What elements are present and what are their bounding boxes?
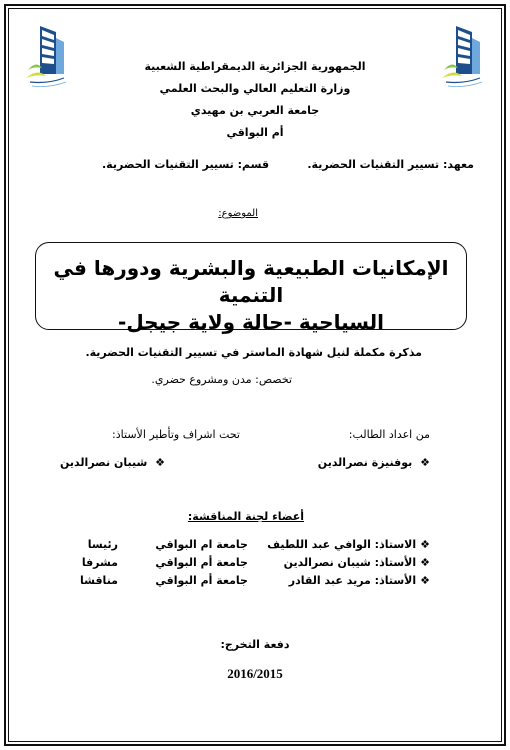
institute-label: معهد: تسيير التقنيات الحضرية. bbox=[307, 158, 474, 171]
prepared-by-label: من اعداد الطالب: bbox=[348, 428, 430, 441]
supervised-by-label: تحت اشراف وتأطير الأستاذ: bbox=[112, 428, 240, 441]
jury-member-name: ❖الأستاذ: مريد عبد القادر bbox=[288, 574, 430, 587]
jury-member-role: مناقشا bbox=[80, 574, 118, 587]
student-entry bbox=[318, 456, 430, 469]
graduation-year: 2016/2015 bbox=[227, 666, 283, 681]
jury-member-university: جامعة أم البواقي bbox=[155, 556, 248, 569]
jury-member-name: ❖الأستاذ: شيبان نصرالدين bbox=[283, 556, 430, 569]
bullet-diamond-icon: ❖ bbox=[420, 456, 430, 469]
jury-member-name: ❖الاستاذ: الوافي عبد اللطيف bbox=[267, 538, 430, 551]
jury-member-university: جامعة أم البواقي bbox=[155, 574, 248, 587]
specialty-text: تخصص: مدن ومشروع حضري. bbox=[151, 373, 292, 386]
header-university: جامعة العربي بن مهيدي bbox=[190, 104, 320, 117]
supervisor-entry bbox=[60, 456, 165, 469]
department-label: قسم: تسيير التقنيات الحضرية. bbox=[102, 158, 270, 171]
supervisor-name: شيبان نصرالدين bbox=[60, 456, 148, 469]
jury-row bbox=[0, 574, 510, 590]
title-line-2: السياحية -حالة ولاية جيجل- bbox=[118, 310, 384, 334]
student-name: بوفنيزة نصرالدين bbox=[317, 456, 413, 469]
jury-member-university: جامعة ام البواقي bbox=[155, 538, 248, 551]
title-box bbox=[35, 242, 467, 334]
title-line-1: الإمكانيات الطبيعية والبشرية ودورها في التنمية bbox=[53, 256, 449, 307]
subject-label: الموضوع: bbox=[218, 208, 258, 219]
jury-row bbox=[0, 538, 510, 554]
graduation-label: دفعة التخرج: bbox=[220, 638, 290, 651]
header-city: أم البواقي bbox=[226, 126, 284, 139]
bullet-diamond-icon: ❖ bbox=[420, 574, 430, 587]
jury-member-role: رئيسا bbox=[87, 538, 118, 551]
bullet-diamond-icon: ❖ bbox=[155, 456, 165, 469]
header-ministry: وزارة التعليم العالي والبحث العلمي bbox=[159, 82, 351, 95]
header-republic: الجمهورية الجزائرية الديمقراطية الشعبية bbox=[144, 60, 366, 73]
memo-text: مذكرة مكملة لنيل شهادة الماستر في تسيير التقنيات الحضرية. bbox=[85, 346, 422, 359]
bullet-diamond-icon: ❖ bbox=[420, 556, 430, 569]
bullet-diamond-icon: ❖ bbox=[420, 538, 430, 551]
jury-row bbox=[0, 556, 510, 572]
jury-member-role: مشرفا bbox=[81, 556, 118, 569]
jury-title: أعضاء لجنة المناقشة: bbox=[187, 510, 304, 523]
